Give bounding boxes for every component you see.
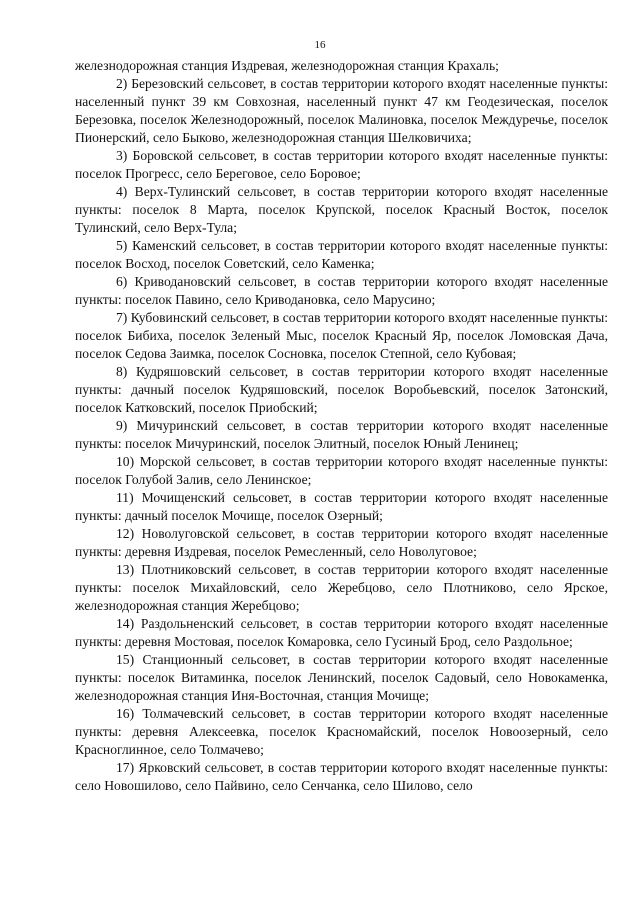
paragraph: 11) Мочищенский сельсовет, в состав территории которого входят населенные пункты: дачный поселок Мочище, поселок Озерный;	[75, 490, 608, 523]
paragraph: 14) Раздольненский сельсовет, в состав территории которого входят населенные пункты: деревня Мостовая, поселок Комаровка, село Гусиный Брод, село Раздольное;	[75, 616, 608, 649]
paragraph: 3) Боровской сельсовет, в состав территории которого входят населенные пункты: поселок Прогресс, село Береговое, село Боровое;	[75, 148, 608, 181]
paragraph: 8) Кудряшовский сельсовет, в состав территории которого входят населенные пункты: дачный поселок Кудряшовский, поселок Воробьевский, поселок Затонский, поселок Катковский, поселок Приобский;	[75, 364, 608, 415]
document-body	[75, 57, 608, 795]
paragraph: 17) Ярковский сельсовет, в состав территории которого входят населенные пункты: село Новошилово, село Пайвино, село Сенчанка, село Шилово, село	[75, 760, 608, 793]
paragraph: 13) Плотниковский сельсовет, в состав территории которого входят населенные пункты: поселок Михайловский, село Жеребцово, село Плотниково, село Ярское, железнодорожная станция Жеребцово;	[75, 562, 608, 613]
paragraph: 15) Станционный сельсовет, в состав территории которого входят населенные пункты: поселок Витаминка, поселок Ленинский, поселок Садовый, село Новокаменка, железнодорожная станция Иня-Восточная, станция Мочище;	[75, 652, 608, 703]
paragraph: 12) Новолуговской сельсовет, в состав территории которого входят населенные пункты: деревня Издревая, поселок Ремесленный, село Новолуговое;	[75, 526, 608, 559]
paragraph: 5) Каменский сельсовет, в состав территории которого входят населенные пункты: поселок Восход, поселок Советский, село Каменка;	[75, 238, 608, 271]
paragraph: железнодорожная станция Издревая, железнодорожная станция Крахаль;	[75, 58, 499, 73]
paragraph: 10) Морской сельсовет, в состав территории которого входят населенные пункты: поселок Голубой Залив, село Ленинское;	[75, 454, 608, 487]
paragraph: 9) Мичуринский сельсовет, в состав территории которого входят населенные пункты: поселок Мичуринский, поселок Элитный, поселок Юный Ленинец;	[75, 418, 608, 451]
paragraph: 2) Березовский сельсовет, в состав территории которого входят населенные пункты: населенный пункт 39 км Совхозная, населенный пункт 47 км Геодезическая, поселок Березовка, поселок Железнодорожный, поселок Малиновка, поселок Междуречье, поселок Пионерский, село Быково, железнодорожная станция Шелковичиха;	[75, 76, 608, 145]
page-number: 16	[314, 39, 326, 51]
paragraph: 4) Верх-Тулинский сельсовет, в состав территории которого входят населенные пункты: поселок 8 Марта, поселок Крупской, поселок Красный Восток, поселок Тулинский, село Верх-Тула;	[75, 184, 608, 235]
paragraph: 6) Криводановский сельсовет, в состав территории которого входят населенные пункты: поселок Павино, село Криводановка, село Марусино;	[75, 274, 608, 307]
paragraph: 16) Толмачевский сельсовет, в состав территории которого входят населенные пункты: деревня Алексеевка, поселок Красномайский, поселок Новоозерный, село Красноглинное, село Толмачево;	[75, 706, 608, 757]
paragraph: 7) Кубовинский сельсовет, в состав территории которого входят населенные пункты: поселок Бибиха, поселок Зеленый Мыс, поселок Красный Яр, поселок Ломовская Дача, поселок Седова Заимка, поселок Сосновка, поселок Степной, село Кубовая;	[75, 310, 608, 361]
